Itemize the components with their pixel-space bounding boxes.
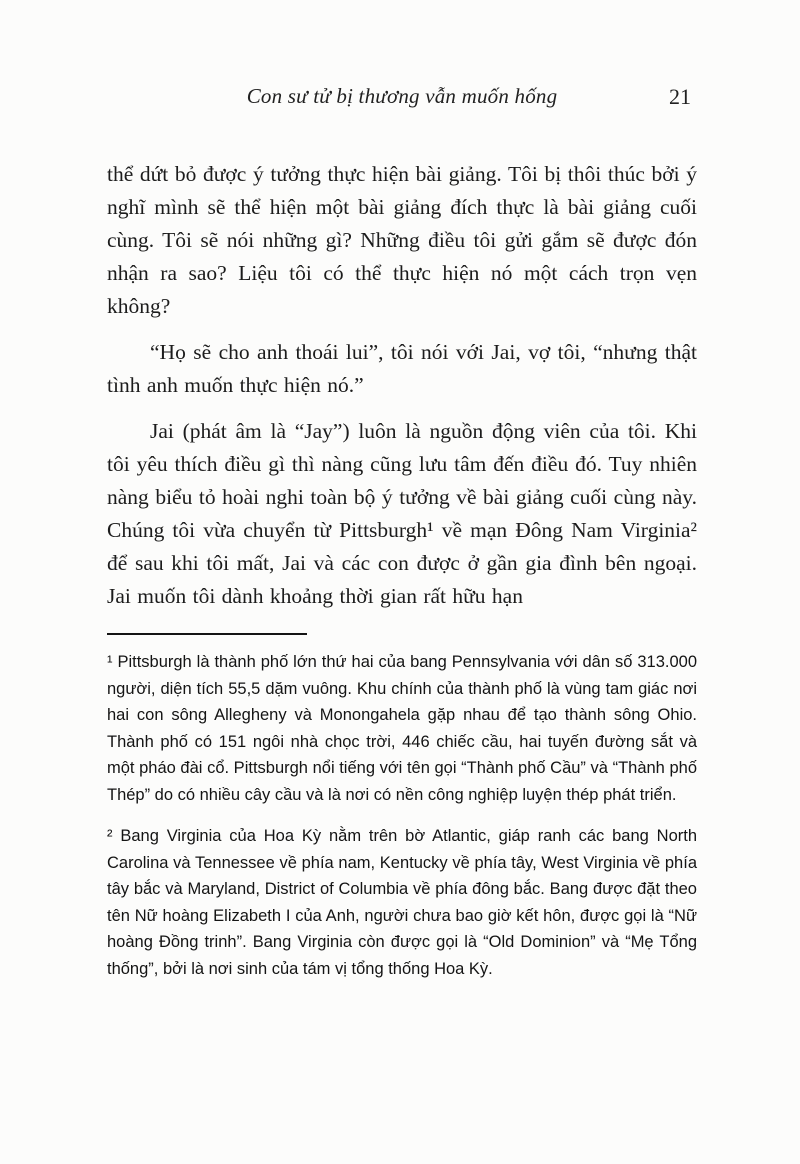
body-text xyxy=(107,158,697,613)
page-header xyxy=(107,84,697,114)
footnote-2: ² Bang Virginia của Hoa Kỳ nằm trên bờ Atlantic, giáp ranh các bang North Carolina và Tennessee về phía nam, Kentucky về phía tây, West Virginia về phía tây bắc và Maryland, District of Columbia về phía đông bắc. Bang được đặt theo tên Nữ hoàng Elizabeth I của Anh, người chưa bao giờ kết hôn, được gọi là “Nữ hoàng Đồng trinh”. Bang Virginia còn được gọi là “Old Dominion” và “Mẹ Tổng thống”, bởi là nơi sinh của tám vị tổng thống Hoa Kỳ. xyxy=(107,827,697,978)
page-number: 21 xyxy=(669,84,691,109)
body-paragraph-1: thể dứt bỏ được ý tưởng thực hiện bài giảng. Tôi bị thôi thúc bởi ý nghĩ mình sẽ thể hiện một bài giảng đích thực là bài giảng cuối cùng. Tôi sẽ nói những gì? Những điều tôi gửi gắm sẽ được đón nhận ra sao? Liệu tôi có thể thực hiện nó một cách trọn vẹn không? xyxy=(107,162,697,318)
running-title: Con sư tử bị thương vẫn muốn hống xyxy=(246,84,558,108)
footnotes-section xyxy=(107,649,697,982)
body-paragraph-3: Jai (phát âm là “Jay”) luôn là nguồn động viên của tôi. Khi tôi yêu thích điều gì thì nàng cũng lưu tâm đến điều đó. Tuy nhiên nàng biểu tỏ hoài nghi toàn bộ ý tưởng về bài giảng cuối cùng này. Chúng tôi vừa chuyển từ Pittsburgh¹ về mạn Đông Nam Virginia² để sau khi tôi mất, Jai và các con được ở gần gia đình bên ngoại. Jai muốn tôi dành khoảng thời gian rất hữu hạn xyxy=(107,419,697,608)
body-paragraph-2: “Họ sẽ cho anh thoái lui”, tôi nói với Jai, vợ tôi, “nhưng thật tình anh muốn thực hiện nó.” xyxy=(107,340,697,397)
footnote-separator xyxy=(107,633,307,635)
footnote-1: ¹ Pittsburgh là thành phố lớn thứ hai của bang Pennsylvania với dân số 313.000 người, diện tích 55,5 dặm vuông. Khu chính của thành phố là vùng tam giác nơi hai con sông Allegheny và Monongahela gặp nhau để tạo thành sông Ohio. Thành phố có 151 ngôi nhà chọc trời, 446 chiếc cầu, hai tuyến đường sắt và một pháo đài cổ. Pittsburgh nổi tiếng với tên gọi “Thành phố Cầu” và “Thành phố Thép” do có nhiều cây cầu và là nơi có nền công nghiệp luyện thép phát triển. xyxy=(107,653,697,804)
